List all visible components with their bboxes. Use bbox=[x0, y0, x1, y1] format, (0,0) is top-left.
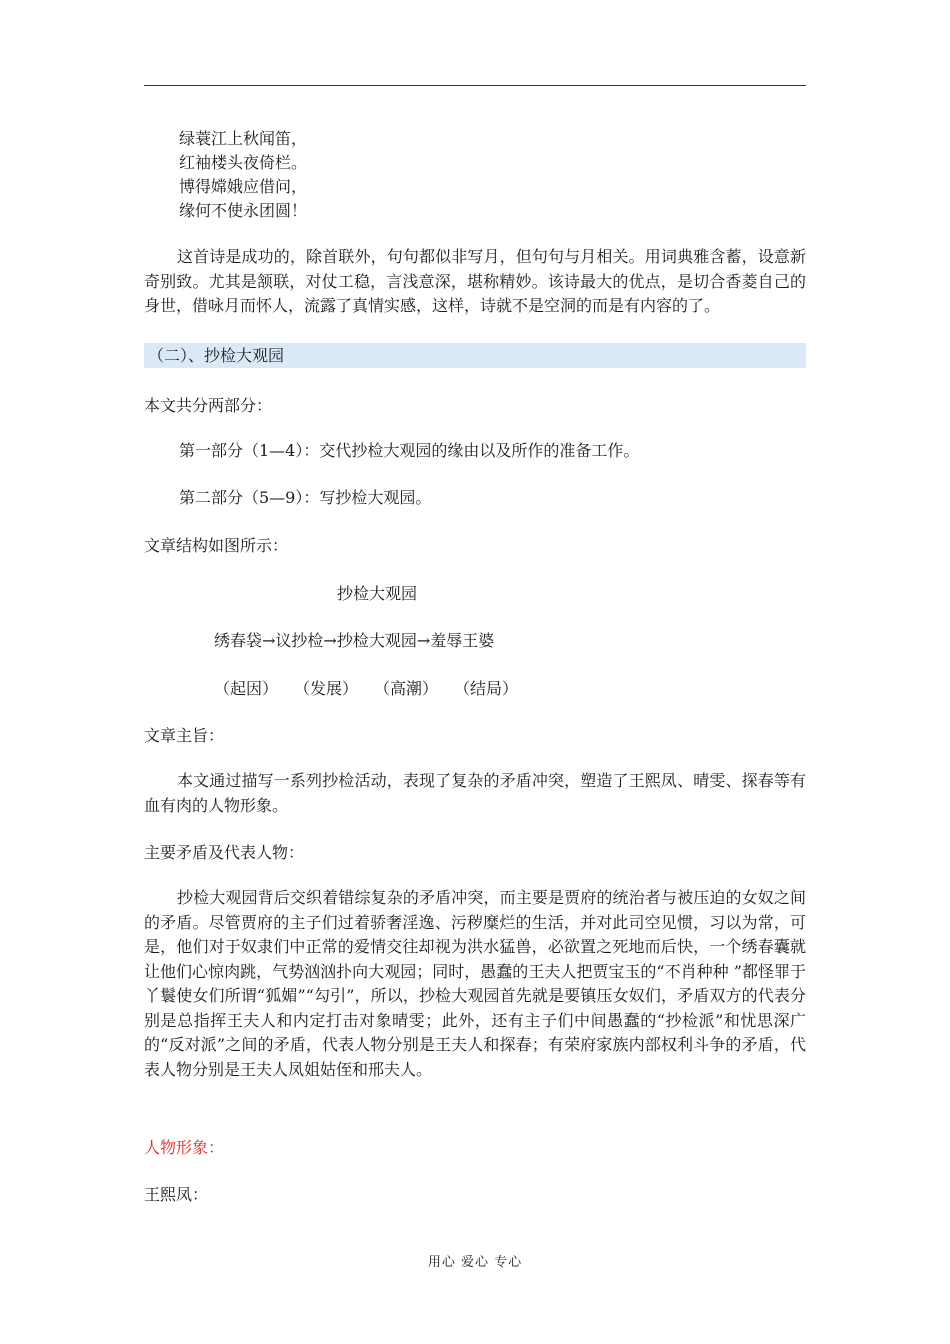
diagram-flow: 绣春袋→议抄检→抄检大观园→羞辱王婆 bbox=[214, 631, 495, 650]
poem-line-3: 博得嫦娥应借问， bbox=[179, 177, 308, 196]
parts-intro: 本文共分两部分： bbox=[144, 396, 273, 415]
diagram-stage-4: （结局） bbox=[454, 679, 519, 698]
structure-label: 文章结构如图所示： bbox=[144, 536, 289, 555]
poem-comment-paragraph: 这首诗是成功的，除首联外，句句都似非写月，但句句与月相关。用词典雅含蓄，设意新奇别致。尤其是颔联，对仗工稳，言浅意深，堪称精妙。该诗最大的优点，是切合香菱自己的身世，借咏月而怀人，流露了真情实感，这样，诗就不是空洞的而是有内容的了。 bbox=[144, 247, 806, 315]
poem-line-4: 缘何不使永团圆！ bbox=[179, 201, 308, 220]
diagram-stage-3: （高潮） bbox=[374, 679, 439, 698]
conflict-paragraph: 抄检大观园背后交织着错综复杂的矛盾冲突，而主要是贾府的统治者与被压迫的女奴之间的矛盾。尽管贾府的主子们过着骄奢淫逸、污秽糜烂的生活，并对此司空见惯，习以为常，可是，他们对于奴隶们中正常的爱情交往却视为洪水猛兽，必欲置之死地而后快，一个绣春囊就让他们心惊肉跳，气势汹汹扑向大观园；同时，愚蠢的王夫人把贾宝玉的“不肖种种 ”都怪罪于丫鬟使女们所谓“狐媚”“勾引”，所以，抄检大观园首先就是要镇压女奴们，矛盾双方的代表分别是总指挥王夫人和内定打击对象晴雯；此外，还有主子们中间愚蠢的“抄检派”和忧思深广的“反对派”之间的矛盾，代表人物分别是王夫人和探春；有荣府家族内部权利斗争的矛盾，代表人物分别是王夫人凤姐姑侄和邢夫人。 bbox=[144, 888, 806, 1079]
section-heading-bar bbox=[144, 343, 806, 368]
theme-paragraph: 本文通过描写一系列抄检活动，表现了复杂的矛盾冲突，塑造了王熙凤、晴雯、探春等有血有肉的人物形象。 bbox=[144, 771, 806, 815]
poem-line-2: 红袖楼头夜倚栏。 bbox=[179, 153, 308, 172]
page-footer: 用心 爱心 专心 bbox=[427, 1255, 523, 1270]
poem-line-1: 绿蓑江上秋闻笛， bbox=[179, 129, 308, 148]
diagram-stage-2: （发展） bbox=[294, 679, 359, 698]
part-1: 第一部分（1—4）：交代抄检大观园的缘由以及所作的准备工作。 bbox=[179, 441, 640, 460]
part-2: 第二部分（5—9）：写抄检大观园。 bbox=[179, 488, 432, 507]
diagram-stage-1: （起因） bbox=[214, 679, 279, 698]
header-rule bbox=[144, 85, 806, 86]
diagram-title: 抄检大观园 bbox=[337, 584, 418, 603]
conflict-label: 主要矛盾及代表人物： bbox=[144, 843, 305, 862]
section-title: （二）、抄检大观园 bbox=[148, 346, 285, 365]
theme-label: 文章主旨： bbox=[144, 726, 225, 745]
characters-label: 人物形象： bbox=[144, 1138, 225, 1157]
character-name-wangxifeng: 王熙凤： bbox=[144, 1185, 209, 1204]
